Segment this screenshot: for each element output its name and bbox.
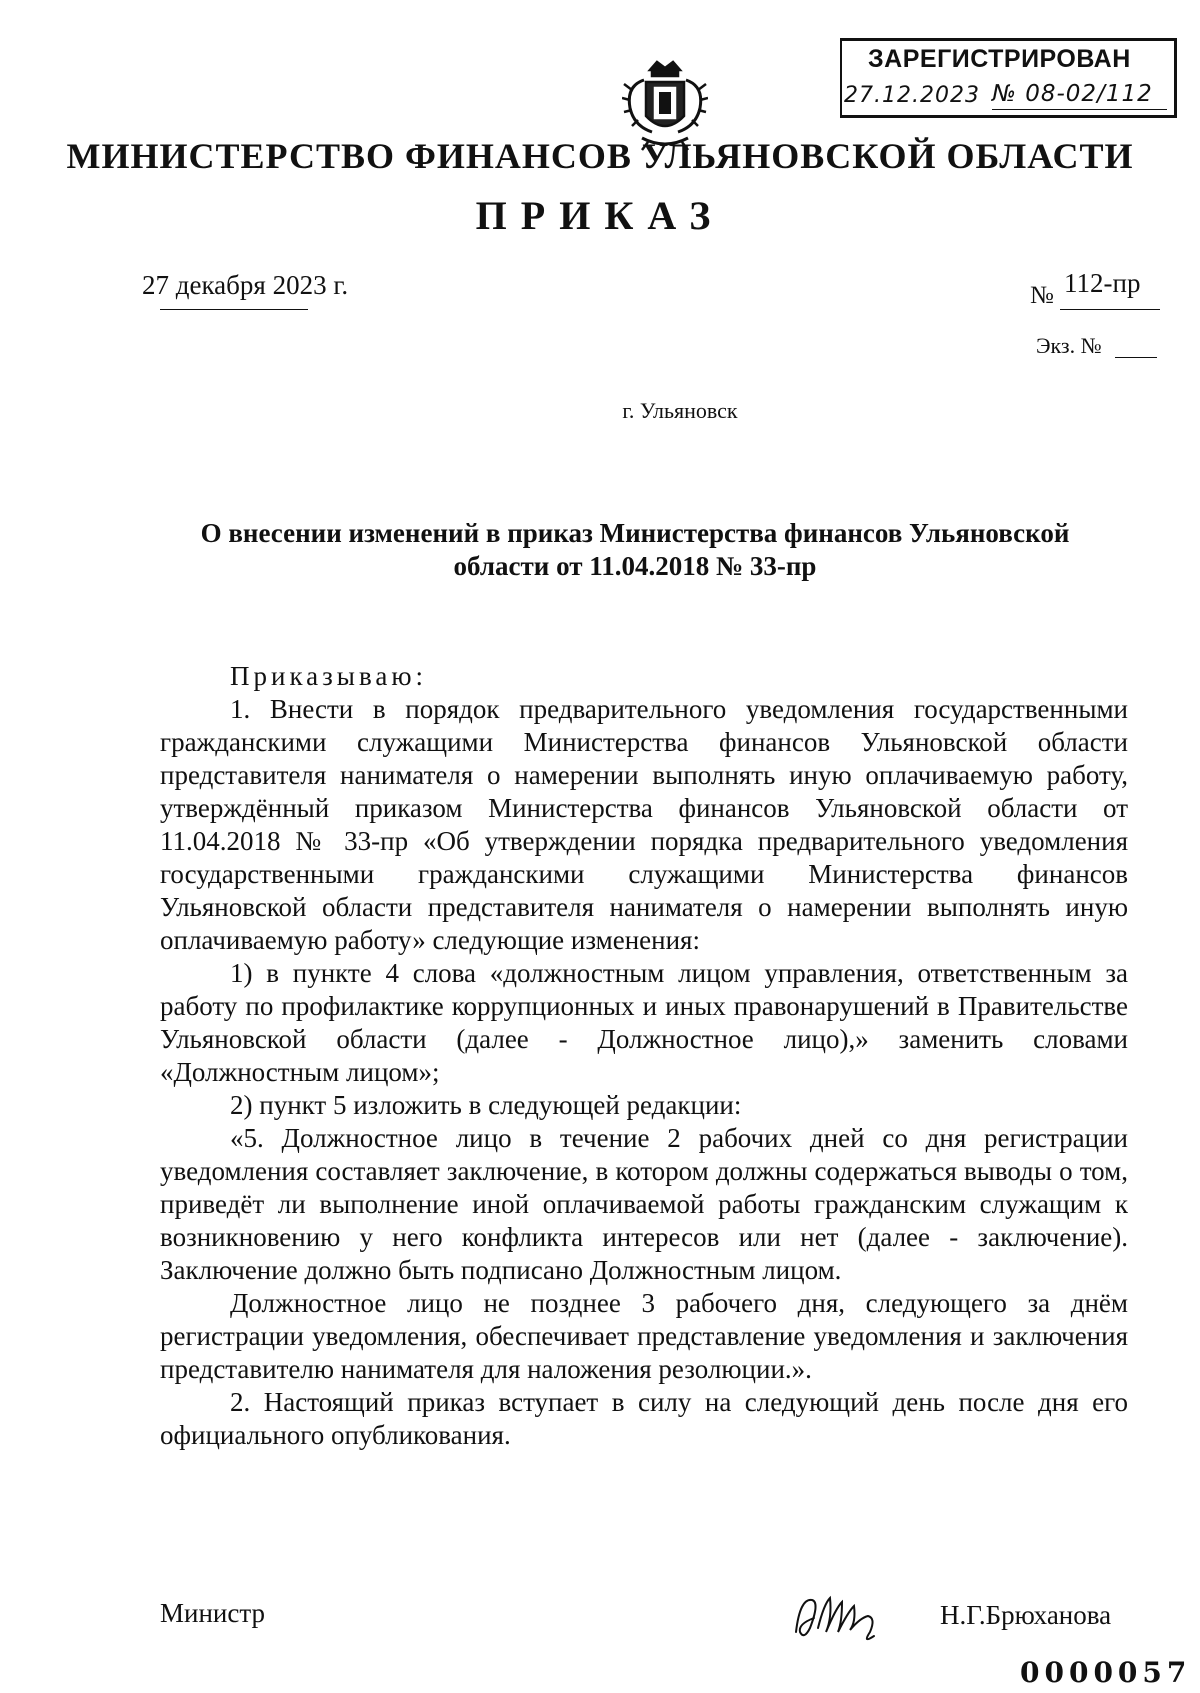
order-number-label: № (1030, 282, 1054, 309)
ministry-name: МИНИСТЕРСТВО ФИНАНСОВ УЛЬЯНОВСКОЙ ОБЛАСТИ (66, 136, 1134, 176)
date-underline (160, 309, 308, 310)
order-item-1: 1. Внести в порядок предварительного уведомления государственными гражданскими служащими Министерства финансов Ульяновской области представителя нанимателя о намерении выполнять иную оплачиваемую работу, утверждённый приказом Министерства финансов Ульяновской области от 11.04.2018 № 33-пр «Об утверждении порядка предварительного уведомления государственными гражданскими служащими Министерства финансов Ульяновской области представителя нанимателя о намерении выполнять иную оплачиваемую работу» следующие изменения: (160, 694, 1128, 955)
new-clause-5-part-2: Должностное лицо не позднее 3 рабочего дня, следующего за днём регистрации уведомления, обеспечивает представление уведомления и заключения представителю нанимателя для наложения резолюции.». (160, 1288, 1128, 1384)
stamp-title: ЗАРЕГИСТРИРОВАН (868, 45, 1131, 73)
signer-position: Министр (160, 1598, 265, 1628)
order-body (160, 660, 1128, 1452)
signer-name: Н.Г.Брюханова (940, 1600, 1112, 1630)
copy-number-label: Экз. № (1036, 333, 1102, 358)
new-clause-5: «5. Должностное лицо в течение 2 рабочих дней со дня регистрации уведомления составляет заключение, в котором должны содержаться выводы о том, приведёт ли выполнение иной оплачиваемой работы гражданским служащим к возникновению у него конфликта интересов или нет (далее - заключение). Заключение должно быть подписано Должностным лицом. (160, 1123, 1128, 1285)
registration-stamp (840, 38, 1177, 118)
order-item-2: 2. Настоящий приказ вступает в силу на следующий день после дня его официального опубликования. (160, 1387, 1128, 1450)
order-subject: О внесении изменений в приказ Министерства финансов Ульяновской области от 11.04.2018 № 33-пр (200, 518, 1070, 581)
handwritten-signature (790, 1588, 900, 1650)
order-subitem-1: 1) в пункте 4 слова «должностным лицом управления, ответственным за работу по профилактике коррупционных и иных правонарушений в Правительстве Ульяновской области (далее - Должностное лицо),» заменить словами «Должностным лицом»; (160, 958, 1128, 1087)
stamp-number: № 08-02/112 (992, 81, 1153, 107)
city: г. Ульяновск (622, 398, 738, 423)
order-number: 112-пр (1064, 268, 1141, 298)
serial-number: 0000057 (1020, 1656, 1192, 1689)
order-preamble: Приказываю: (230, 661, 427, 691)
document-type: ПРИКАЗ (475, 193, 725, 238)
number-underline (1060, 309, 1160, 310)
order-date: 27 декабря 2023 г. (142, 270, 349, 300)
order-subitem-2: 2) пункт 5 изложить в следующей редакции: (230, 1090, 742, 1120)
stamp-underline (992, 109, 1167, 110)
copy-number-blank (1115, 357, 1157, 358)
stamp-date: 27.12.2023 (844, 83, 980, 108)
